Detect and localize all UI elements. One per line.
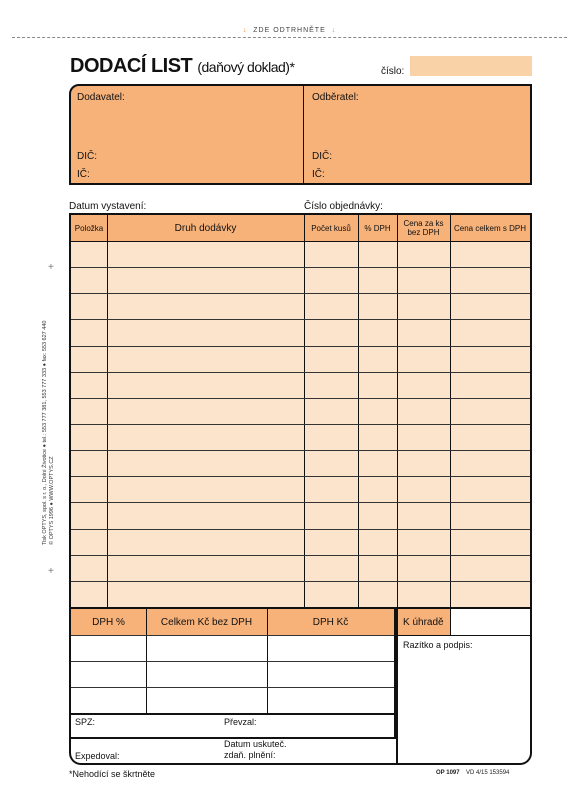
printer-note-line2: © OPTYS 1996 ● WWW.OPTYS.CZ bbox=[49, 456, 55, 545]
col-header-unit-price: Cena za ks bez DPH bbox=[403, 219, 444, 237]
parties-box bbox=[69, 84, 532, 185]
table-row[interactable] bbox=[71, 529, 530, 530]
summary-header-vat-rate: DPH % bbox=[71, 609, 146, 635]
printer-note bbox=[42, 321, 56, 545]
date-label: Datum vystavení: bbox=[69, 201, 147, 212]
printer-note-line1: Tisk OPTYS, spol. s r. o., Dolní Životice ● tel.: 553 777 381, 553 777 333 ● fax: 553 627 440 bbox=[42, 320, 48, 545]
order-label: Číslo objednávky: bbox=[304, 201, 383, 212]
summary-row-line bbox=[71, 687, 394, 688]
product-info: VD 4/15 153594 bbox=[466, 770, 510, 776]
title-main: DODACÍ LIST bbox=[70, 55, 193, 77]
col-header-vat: % DPH bbox=[364, 223, 391, 233]
table-row[interactable] bbox=[71, 319, 530, 320]
table-row[interactable] bbox=[71, 372, 530, 373]
supplier-label: Dodavatel: bbox=[77, 92, 125, 103]
cut-text: ZDE ODTRHNĚTE bbox=[253, 27, 326, 34]
summary-header-net: Celkem Kč bez DPH bbox=[146, 609, 267, 635]
header-divider bbox=[71, 241, 530, 242]
cut-line bbox=[12, 37, 567, 38]
col-divider bbox=[450, 215, 451, 607]
table-row[interactable] bbox=[71, 346, 530, 347]
plus-mark-icon: + bbox=[48, 566, 54, 577]
col-divider bbox=[107, 215, 108, 607]
items-table bbox=[69, 213, 532, 609]
summary-row-line bbox=[71, 661, 394, 662]
parties-divider bbox=[303, 86, 304, 183]
customer-label: Odběratel: bbox=[312, 92, 359, 103]
table-row[interactable] bbox=[71, 502, 530, 503]
cut-label bbox=[0, 27, 579, 34]
product-code: OP 1097 bbox=[436, 770, 460, 776]
table-row[interactable] bbox=[71, 555, 530, 556]
arrow-down-icon: ↓ bbox=[331, 27, 337, 34]
col-divider bbox=[358, 215, 359, 607]
cislo-field[interactable] bbox=[410, 56, 532, 76]
payment-row-line bbox=[398, 635, 530, 636]
customer-dic-label: DIČ: bbox=[312, 151, 332, 162]
table-row[interactable] bbox=[71, 424, 530, 425]
k-uhrade-label: K úhradě bbox=[398, 609, 450, 635]
summary-header-vat-amount: DPH Kč bbox=[267, 609, 394, 635]
payment-divider bbox=[450, 609, 451, 635]
table-row[interactable] bbox=[71, 293, 530, 294]
tax-date-label-1: Datum uskuteč. bbox=[224, 739, 287, 749]
supplier-dic-label: DIČ: bbox=[77, 151, 97, 162]
col-divider bbox=[304, 215, 305, 607]
supplier-ic-label: IČ: bbox=[77, 169, 90, 180]
plus-mark-icon: + bbox=[48, 262, 54, 273]
dispatched-by-label: Expedoval: bbox=[75, 751, 120, 761]
spz-label: SPZ: bbox=[75, 717, 96, 727]
tax-date-label-2: zdaň. plnění: bbox=[224, 750, 276, 760]
table-row[interactable] bbox=[71, 581, 530, 582]
title-subtitle: (daňový doklad)* bbox=[197, 59, 295, 75]
footnote: *Nehodící se škrtněte bbox=[69, 769, 156, 779]
received-by-label: Převzal: bbox=[224, 717, 257, 727]
table-row[interactable] bbox=[71, 267, 530, 268]
table-row[interactable] bbox=[71, 398, 530, 399]
page-title bbox=[70, 55, 294, 78]
col-divider bbox=[397, 215, 398, 607]
customer-ic-label: IČ: bbox=[312, 169, 325, 180]
col-header-item: Položka bbox=[74, 223, 104, 233]
col-header-total: Cena celkem s DPH bbox=[453, 223, 527, 233]
cislo-label: číslo: bbox=[381, 66, 405, 77]
table-row[interactable] bbox=[71, 476, 530, 477]
arrow-down-icon: ↓ bbox=[242, 27, 248, 34]
stamp-signature-label: Razítko a podpis: bbox=[403, 640, 473, 650]
summary-row-line bbox=[71, 635, 394, 636]
col-header-qty: Počet kusů bbox=[311, 223, 351, 233]
table-row[interactable] bbox=[71, 450, 530, 451]
col-header-type: Druh dodávky bbox=[174, 222, 237, 234]
